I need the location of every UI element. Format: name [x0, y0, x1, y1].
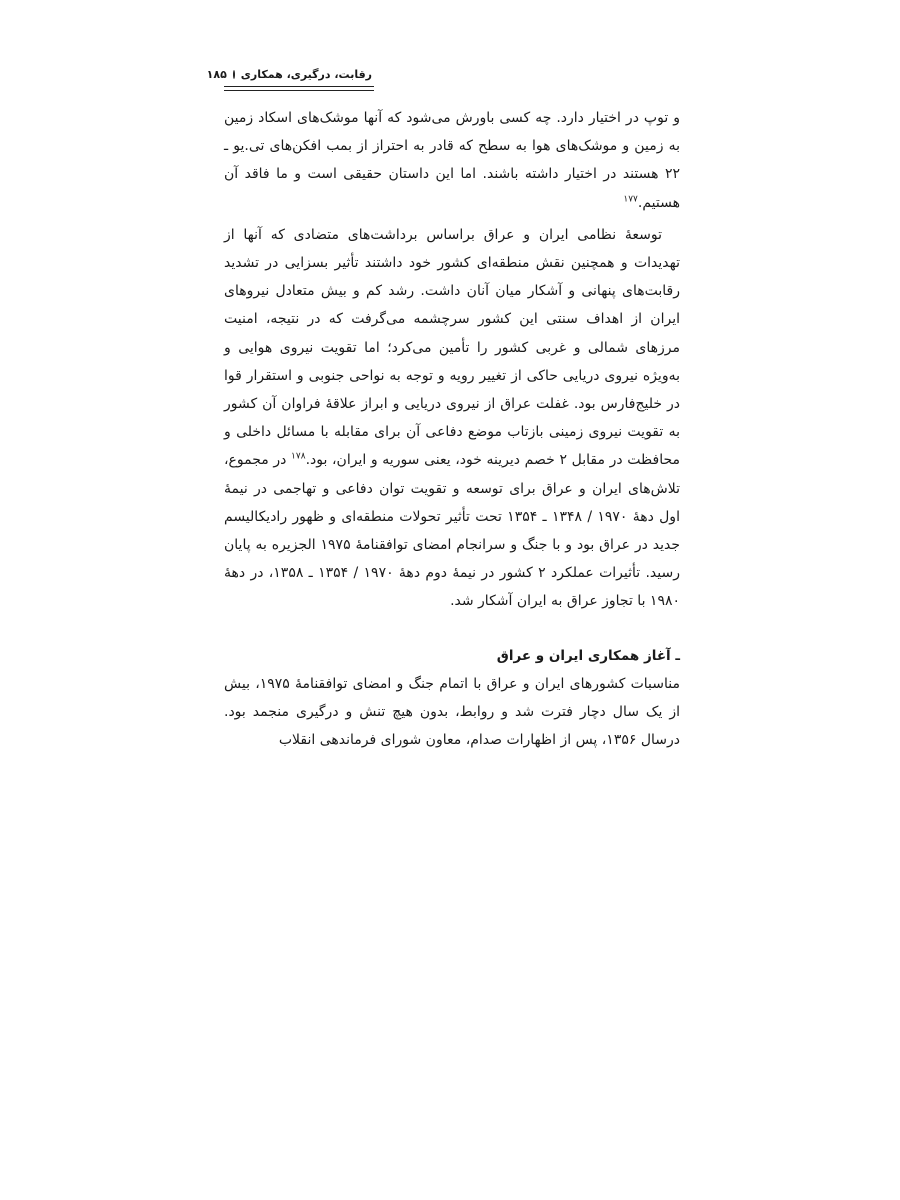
running-title: رقابت، درگیری، همکاری	[240, 67, 372, 81]
paragraph-2-text-a: توسعهٔ نظامی ایران و عراق براساس برداشت‌های متضادی که آنها از تهدیدات و همچنین نقش منطقه‌ای کشور خود داشتند تأثیر بسزایی در تشدید رقابت‌های پنهانی و آشکار میان آنان داشت. رشد کم و بیش متعادل نیروهای ایران از اهداف سنتی این کشور سرچشمه می‌گرفت که در نتیجه، امنیت مرزهای شمالی و غربی کشور را تأمین می‌کرد؛ اما تقویت نیروی هوایی و به‌ویژه نیروی دریایی حاکی از تغییر رویه و توجه به نواحی جنوبی و استقرار قوا در خلیج‌فارس بود. غفلت عراق از نیروی دریایی و ابراز علاقهٔ فراوان آن کشور به تقویت نیروی زمینی بازتاب موضع دفاعی آن برای مقابله با مسائل داخلی و محافظت در مقابل ۲ خصم دیرینه خود، یعنی سوریه و ایران، بود.	[224, 226, 681, 469]
page-number: ۱۸۵	[206, 67, 227, 81]
footnote-178: ۱۷۸	[291, 451, 306, 462]
paragraph-1	[224, 104, 680, 217]
running-header	[206, 66, 372, 82]
section-heading: ـ آغاز همکاری ایران و عراق	[496, 647, 680, 664]
paragraph-3: مناسبات کشورهای ایران و عراق با اتمام جنگ و امضای توافقنامهٔ ۱۹۷۵، بیش از یک سال دچار فترت شد و روابط، بدون هیچ تنش و درگیری منجمد بود. درسال ۱۳۵۶، پس از اظهارات صدام، معاون شورای فرماندهی انقلاب	[224, 675, 680, 749]
paragraph-1-text: و توپ در اختیار دارد. چه کسی باورش می‌شود که آنها موشک‌های اسکاد زمین به زمین و موشک‌های هوا به سطح که قادر به احتراز از بمب افکن‌های تی.یو ـ ۲۲ هستند در اختیار داشته باشند. اما این داستان حقیقی است و ما فاقد آن هستیم.	[224, 110, 680, 211]
circle-separator-icon	[233, 70, 235, 79]
body-text	[224, 104, 680, 754]
footnote-177: ۱۷۷	[623, 193, 638, 204]
paragraph-2-text-b: در مجموع، تلاش‌های ایران و عراق برای توسعه و تقویت توان دفاعی و تهاجمی در نیمهٔ اول دههٔ ۱۹۷۰ / ۱۳۴۸ ـ ۱۳۵۴ تحت تأثیر تحولات منطقه‌ای و ظهور رادیکالیسم جدید در عراق بود و با جنگ و سرانجام امضای توافقنامهٔ ۱۹۷۵ الجزیره به پایان رسید. تأثیرات عملکرد ۲ کشور در نیمهٔ دوم دههٔ ۱۹۷۰ / ۱۳۵۴ ـ ۱۳۵۸، در دههٔ ۱۹۸۰ با تجاوز عراق به ایران آشکار شد.	[224, 452, 681, 610]
header-double-rule	[224, 86, 374, 91]
paragraph-2	[224, 221, 680, 616]
